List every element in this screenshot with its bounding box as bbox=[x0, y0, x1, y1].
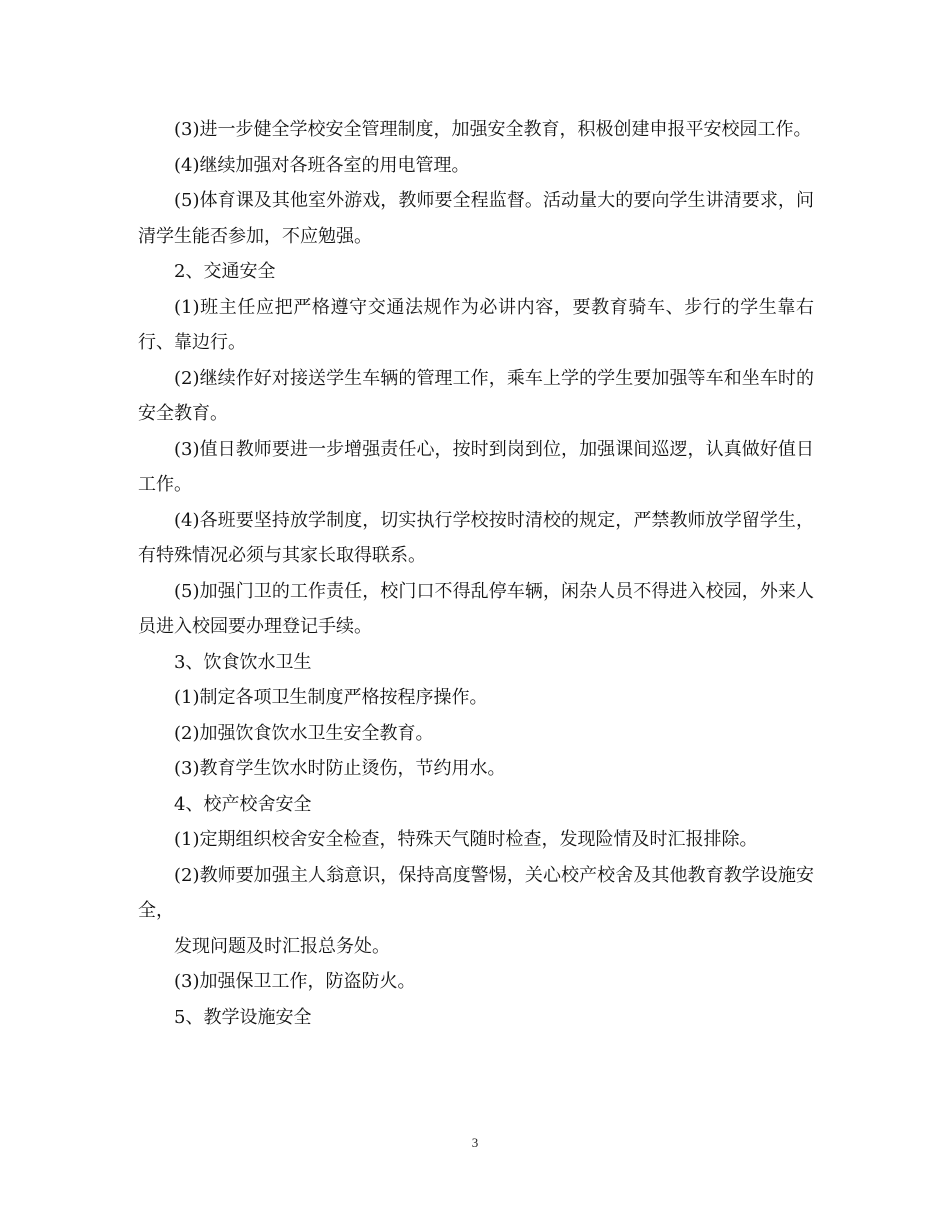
paragraph: (2)加强饮食饮水卫生安全教育。 bbox=[174, 722, 434, 744]
paragraph: (5)体育课及其他室外游戏，教师要全程监督。活动量大的要向学生讲清要求，问清学生能否参加，不应勉强。 bbox=[138, 190, 814, 247]
section-heading: 2、交通安全 bbox=[174, 261, 276, 282]
paragraph: (3)加强保卫工作，防盗防火。 bbox=[174, 971, 416, 992]
section-heading: 3、饮食饮水卫生 bbox=[174, 651, 312, 673]
section-heading: 5、教学设施安全 bbox=[174, 1006, 312, 1028]
document-body bbox=[138, 112, 814, 1035]
paragraph: (1)制定各项卫生制度严格按程序操作。 bbox=[174, 687, 488, 708]
paragraph: (1)定期组织校舍安全检查，特殊天气随时检查，发现险情及时汇报排除。 bbox=[174, 829, 758, 850]
section-heading: 4、校产校舍安全 bbox=[174, 793, 312, 815]
paragraph: (4)继续加强对各班各室的用电管理。 bbox=[174, 154, 470, 176]
paragraph: (4)各班要坚持放学制度，切实执行学校按时清校的规定，严禁教师放学留学生，有特殊情况必须与其家长取得联系。 bbox=[138, 509, 814, 566]
paragraph: (3)值日教师要进一步增强责任心，按时到岗到位，加强课间巡逻，认真做好值日工作。 bbox=[138, 438, 814, 495]
paragraph: (3)教育学生饮水时防止烫伤，节约用水。 bbox=[174, 758, 506, 779]
paragraph: (5)加强门卫的工作责任，校门口不得乱停车辆，闲杂人员不得进入校园，外来人员进入校园要办理登记手续。 bbox=[138, 580, 814, 637]
paragraph: (2)教师要加强主人翁意识，保持高度警惕，关心校产校舍及其他教育教学设施安全， bbox=[138, 864, 814, 921]
page-number: 3 bbox=[471, 1135, 479, 1150]
paragraph: (2)继续作好对接送学生车辆的管理工作，乘车上学的学生要加强等车和坐车时的安全教育。 bbox=[138, 367, 814, 424]
paragraph: (3)进一步健全学校安全管理制度，加强安全教育，积极创建申报平安校园工作。 bbox=[174, 119, 812, 140]
paragraph: (1)班主任应把严格遵守交通法规作为必讲内容，要教育骑车、步行的学生靠右行、靠边行。 bbox=[138, 296, 814, 353]
paragraph: 发现问题及时汇报总务处。 bbox=[174, 935, 390, 957]
